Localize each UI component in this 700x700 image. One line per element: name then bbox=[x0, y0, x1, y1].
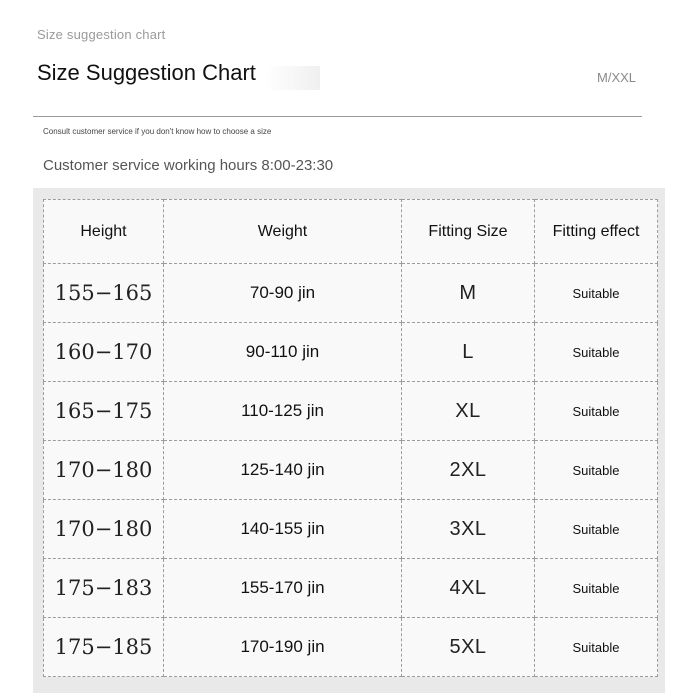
effect-cell: Suitable bbox=[535, 323, 658, 382]
effect-cell: Suitable bbox=[535, 441, 658, 500]
weight-cell: 170-190 jin bbox=[164, 618, 402, 677]
weight-cell: 125-140 jin bbox=[164, 441, 402, 500]
title-highlight bbox=[265, 66, 320, 90]
header-weight: Weight bbox=[164, 200, 402, 264]
table-row bbox=[44, 441, 658, 500]
table-row bbox=[44, 500, 658, 559]
table-row bbox=[44, 382, 658, 441]
consult-note: Consult customer service if you don't know how to choose a size bbox=[43, 127, 272, 136]
title-divider bbox=[33, 116, 642, 117]
effect-cell: Suitable bbox=[535, 559, 658, 618]
weight-cell: 90-110 jin bbox=[164, 323, 402, 382]
size-table bbox=[43, 199, 658, 677]
weight-cell: 140-155 jin bbox=[164, 500, 402, 559]
height-cell: 160−170 bbox=[44, 323, 164, 382]
table-row bbox=[44, 264, 658, 323]
table-row bbox=[44, 323, 658, 382]
height-cell: 170−180 bbox=[44, 500, 164, 559]
size-cell: 4XL bbox=[402, 559, 535, 618]
effect-cell: Suitable bbox=[535, 264, 658, 323]
height-cell: 155−165 bbox=[44, 264, 164, 323]
effect-cell: Suitable bbox=[535, 382, 658, 441]
size-cell: 2XL bbox=[402, 441, 535, 500]
header-fitting-effect: Fitting effect bbox=[535, 200, 658, 264]
height-cell: 175−183 bbox=[44, 559, 164, 618]
size-cell: L bbox=[402, 323, 535, 382]
size-cell: 5XL bbox=[402, 618, 535, 677]
size-cell: XL bbox=[402, 382, 535, 441]
table-header-row bbox=[44, 200, 658, 264]
height-cell: 175−185 bbox=[44, 618, 164, 677]
table-row bbox=[44, 559, 658, 618]
size-range-label: M/XXL bbox=[597, 70, 637, 85]
weight-cell: 155-170 jin bbox=[164, 559, 402, 618]
service-hours-note: Customer service working hours 8:00-23:30 bbox=[43, 157, 334, 174]
weight-cell: 110-125 jin bbox=[164, 382, 402, 441]
size-cell: M bbox=[402, 264, 535, 323]
header-height: Height bbox=[44, 200, 164, 264]
table-row bbox=[44, 618, 658, 677]
effect-cell: Suitable bbox=[535, 500, 658, 559]
effect-cell: Suitable bbox=[535, 618, 658, 677]
weight-cell: 70-90 jin bbox=[164, 264, 402, 323]
size-cell: 3XL bbox=[402, 500, 535, 559]
height-cell: 170−180 bbox=[44, 441, 164, 500]
section-subtitle: Size suggestion chart bbox=[37, 27, 166, 42]
header-fitting-size: Fitting Size bbox=[402, 200, 535, 264]
page-title: Size Suggestion Chart bbox=[37, 60, 256, 85]
height-cell: 165−175 bbox=[44, 382, 164, 441]
